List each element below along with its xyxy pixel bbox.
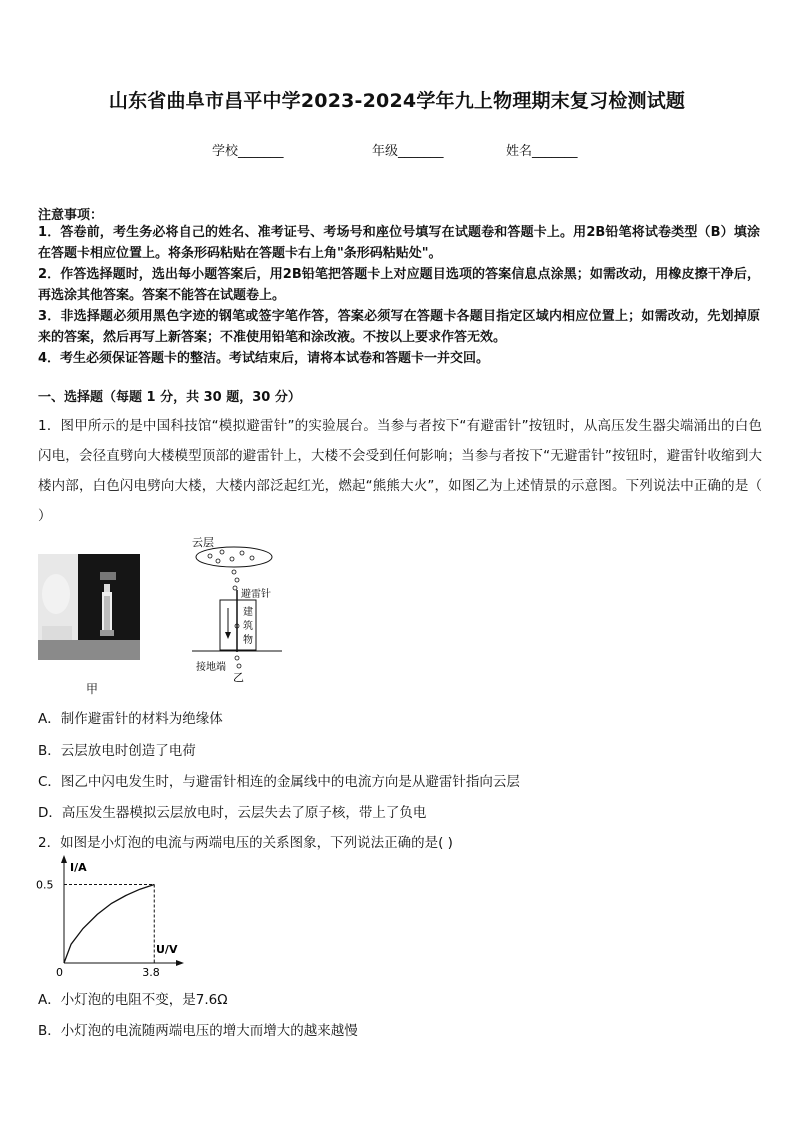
rod-charges xyxy=(235,624,241,668)
x-axis-label: U/V xyxy=(156,943,178,956)
current-arrow-head xyxy=(225,632,231,639)
y-axis-arrow xyxy=(61,855,67,863)
question-2-stem: 2．如图是小灯泡的电流与两端电压的关系图象，下列说法正确的是( ) xyxy=(38,835,453,851)
notice-list xyxy=(38,222,760,369)
question-1-option-a[interactable]: A．制作避雷针的材料为绝缘体 xyxy=(38,711,223,727)
building-char-2: 筑 xyxy=(243,621,253,632)
notice-title: 注意事项： xyxy=(38,208,104,223)
notice-item-4: 4．考生必须保证答题卡的整洁。考试结束后，请将本试卷和答题卡一并交回。 xyxy=(38,351,490,366)
cloud-label: 云层 xyxy=(192,536,214,549)
rod-label: 避雷针 xyxy=(241,589,271,600)
cloud-charges xyxy=(208,550,254,563)
notice-item-2: 2．作答选择题时，选出每小题答案后，用2B铅笔把答题卡上对应题目选项的答案信息点涂黑；如需改动，用橡皮擦干净后，再选涂其他答案。答案不能答在试题卷上。 xyxy=(38,267,760,303)
question-1-option-c[interactable]: C．图乙中闪电发生时，与避雷针相连的金属线中的电流方向是从避雷针指向云层 xyxy=(38,774,520,790)
notice-item-1: 1．答卷前，考生务必将自己的姓名、准考证号、考场号和座位号填写在试题卷和答题卡上。用2B铅笔将试卷类型（B）填涂在答题卡相应位置上。将条形码粘贴在答题卡右上角"条形码粘贴处"。 xyxy=(38,225,760,261)
student-info-row xyxy=(0,140,794,160)
question-2-option-a[interactable]: A．小灯泡的电阻不变，是7.6Ω xyxy=(38,992,228,1008)
y-axis-label: I/A xyxy=(70,861,87,874)
iu-chart xyxy=(34,855,184,981)
notice-item-3: 3．非选择题必须用黑色字迹的钢笔或签字笔作答，答案必须写在答题卡各题目指定区域内相应位置上；如需改动，先划掉原来的答案，然后再写上新答案；不准使用铅笔和涂改液。不按以上要求作答无效。 xyxy=(38,309,760,345)
figure-b-label: 乙 xyxy=(233,671,244,684)
x-tick-label: 3.8 xyxy=(142,966,160,979)
name-field[interactable]: 姓名_______ xyxy=(506,144,578,159)
cloud-shape xyxy=(196,547,272,567)
y-tick-label: 0.5 xyxy=(36,878,54,892)
figure-a-label: 甲 xyxy=(86,682,99,696)
lightning-charges xyxy=(232,570,239,590)
figure-b-diagram xyxy=(186,534,286,684)
question-1-stem: 1．图甲所示的是中国科技馆“模拟避雷针”的实验展台。当参与者按下“有避雷针”按钮时，从高压发生器尖端涌出的白色闪电，会径直劈向大楼模型顶部的避雷针上，大楼不会受到任何影响；当参与者按下“无避雷针”按钮时，避雷针收缩到大楼内部，白色闪电劈向大楼，大楼内部泛起红光，燃起“熊熊大火”，如图乙为上述情景的示意图。下列说法中正确的是（ ） xyxy=(38,418,762,524)
building-char-1: 建 xyxy=(243,607,253,618)
x-axis-arrow xyxy=(176,960,184,966)
iu-curve xyxy=(64,885,154,964)
page-title: 山东省曲阜市昌平中学2023-2024学年九上物理期末复习检测试题 xyxy=(108,90,686,112)
grade-field[interactable]: 年级_______ xyxy=(372,144,444,159)
question-1-option-d[interactable]: D．高压发生器模拟云层放电时，云层失去了原子核，带上了负电 xyxy=(38,805,427,821)
school-field[interactable]: 学校_______ xyxy=(212,144,284,159)
ground-label: 接地端 xyxy=(196,662,226,673)
origin-label: 0 xyxy=(56,966,63,979)
section-title: 一、选择题（每题 1 分，共 30 题，30 分） xyxy=(38,390,301,405)
building-char-3: 物 xyxy=(243,635,253,646)
figure-a-photo xyxy=(38,554,140,660)
question-1-option-b[interactable]: B．云层放电时创造了电荷 xyxy=(38,743,196,759)
question-2-option-b[interactable]: B．小灯泡的电流随两端电压的增大而增大的越来越慢 xyxy=(38,1023,358,1039)
